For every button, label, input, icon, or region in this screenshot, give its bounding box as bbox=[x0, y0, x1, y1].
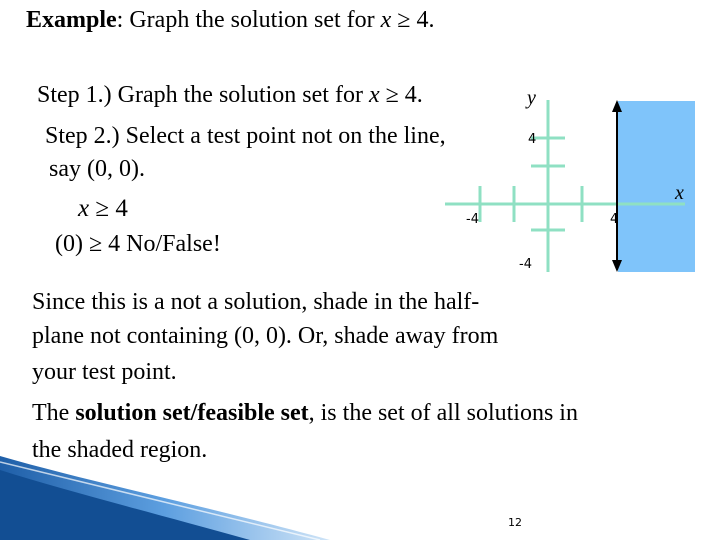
paragraph-2-line-2: the shaded region. bbox=[32, 437, 208, 463]
test-point-result: (0) ≥ 4 No/False! bbox=[55, 231, 221, 257]
inequality-variable: x bbox=[78, 195, 90, 222]
paragraph-1-line-2: plane not containing (0, 0). Or, shade away from bbox=[32, 323, 499, 349]
paragraph-2-prefix: The bbox=[32, 400, 76, 426]
x-tick-label-neg: -4 bbox=[466, 212, 479, 227]
paragraph-1-line-3: your test point. bbox=[32, 359, 177, 385]
x-tick-label-pos: 4 bbox=[610, 212, 619, 227]
step-1-text: Step 1.) Graph the solution set for bbox=[37, 82, 369, 108]
y-tick-label-neg: -4 bbox=[519, 257, 532, 272]
paragraph-2-term: solution set/feasible set bbox=[75, 400, 309, 426]
title-condition: ≥ 4. bbox=[391, 7, 435, 33]
step-2-line-2: say (0, 0). bbox=[49, 156, 145, 182]
step-2-line-1: Step 2.) Select a test point not on the line, bbox=[45, 123, 446, 149]
paragraph-1-line-1: Since this is a not a solution, shade in the half- bbox=[32, 289, 480, 315]
x-axis-label: x bbox=[675, 182, 684, 204]
title-variable: x bbox=[380, 7, 392, 33]
y-axis-label: y bbox=[527, 87, 536, 109]
paragraph-2-suffix: , is the set of all solutions in bbox=[308, 400, 578, 426]
title-text: : Graph the solution set for bbox=[116, 7, 381, 33]
y-tick-label-pos: 4 bbox=[528, 132, 537, 147]
step-1-condition: ≥ 4. bbox=[379, 82, 423, 108]
slide-number: 12 bbox=[508, 516, 522, 529]
title-lead: Example bbox=[26, 7, 117, 33]
step-1-variable: x bbox=[368, 82, 380, 108]
inequality-rest: ≥ 4 bbox=[89, 195, 128, 222]
